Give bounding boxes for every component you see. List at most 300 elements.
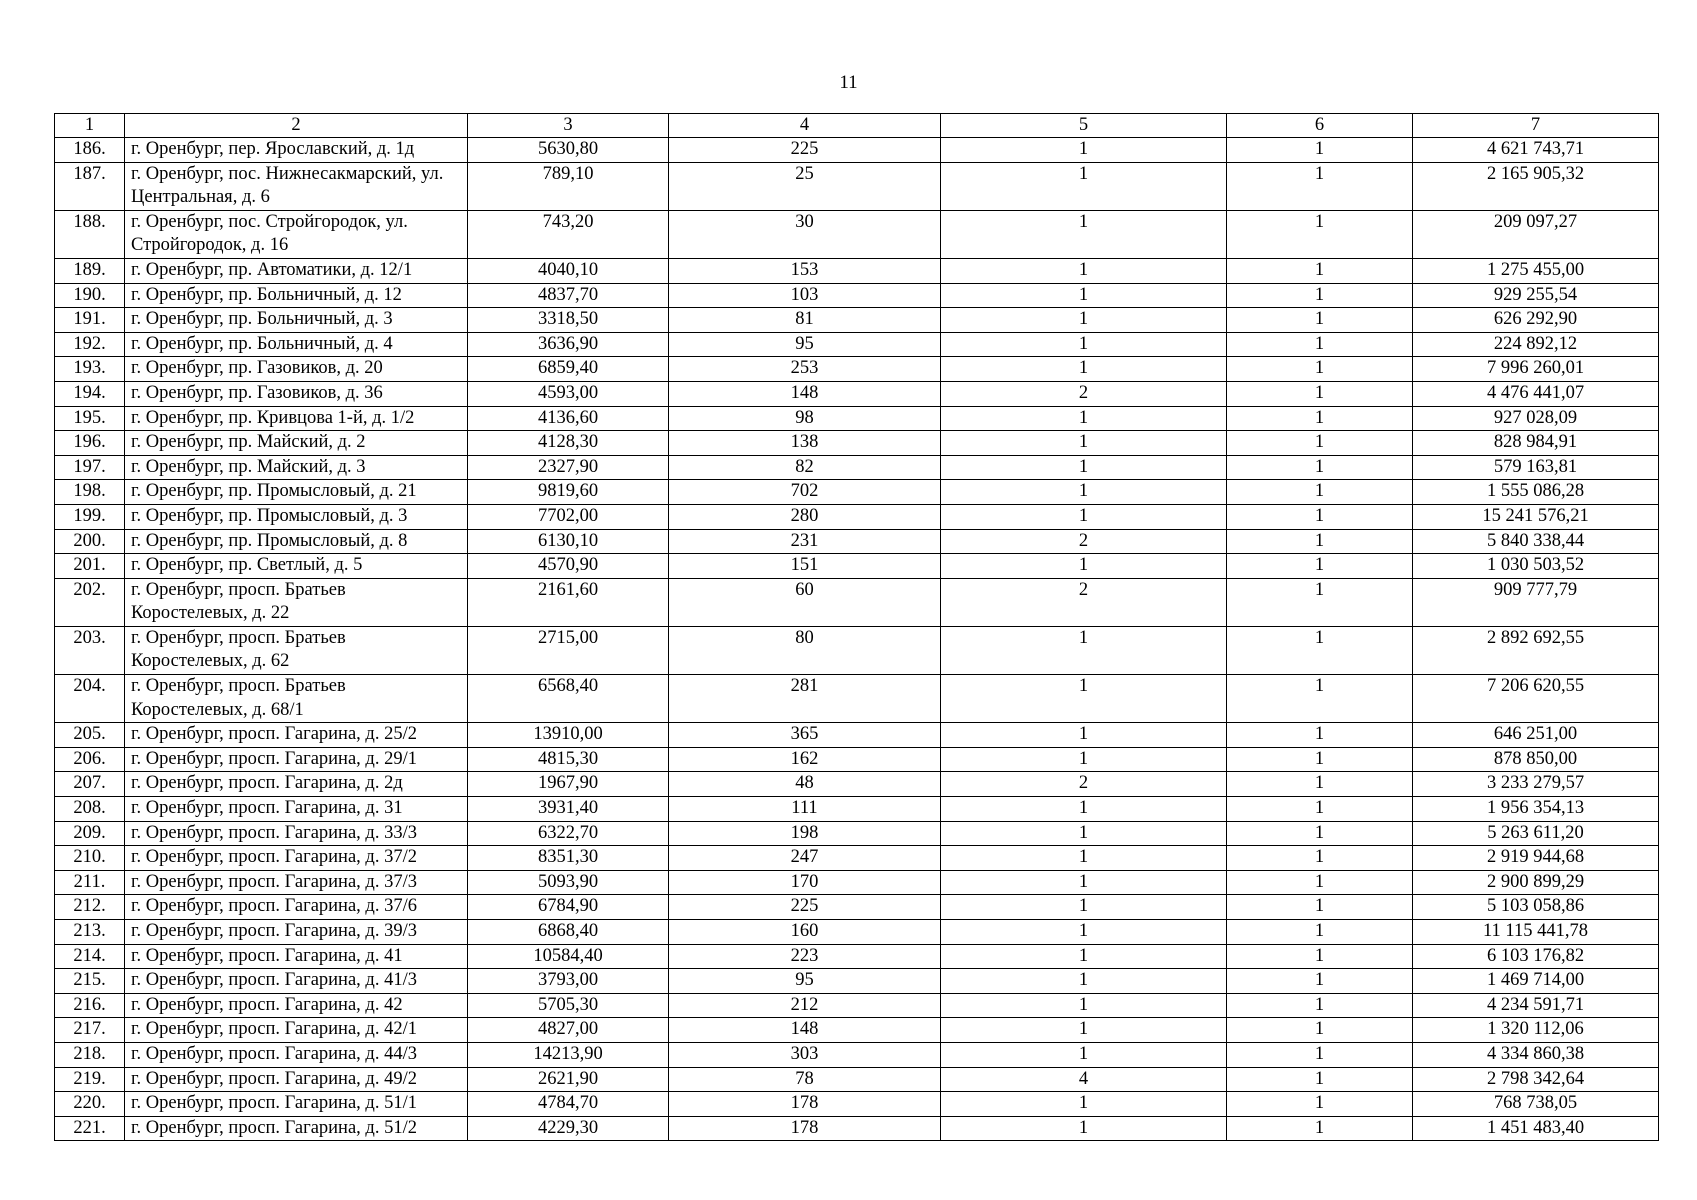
table-row <box>55 480 1659 505</box>
table-row <box>55 772 1659 797</box>
column-4-cell: 365 <box>669 723 941 748</box>
page-number: 11 <box>839 72 858 93</box>
column-5-cell: 1 <box>941 675 1227 723</box>
address-cell: г. Оренбург, пр. Кривцова 1-й, д. 1/2 <box>125 406 468 431</box>
address-cell: г. Оренбург, пр. Больничный, д. 12 <box>125 283 468 308</box>
row-number-cell: 204. <box>55 675 125 723</box>
address-cell: г. Оренбург, пр. Газовиков, д. 36 <box>125 381 468 406</box>
column-4-cell: 138 <box>669 431 941 456</box>
area-cell: 6859,40 <box>468 357 669 382</box>
column-4-cell: 151 <box>669 554 941 579</box>
amount-cell: 7 996 260,01 <box>1413 357 1659 382</box>
table-row <box>55 381 1659 406</box>
column-6-cell: 1 <box>1227 920 1413 945</box>
column-4-cell: 225 <box>669 138 941 163</box>
address-cell: г. Оренбург, просп. Гагарина, д. 41/3 <box>125 969 468 994</box>
address-cell: г. Оренбург, просп. Братьев Коростелевых, д. 62 <box>125 626 468 674</box>
address-cell: г. Оренбург, просп. Гагарина, д. 51/2 <box>125 1116 468 1141</box>
address-cell: г. Оренбург, пр. Майский, д. 2 <box>125 431 468 456</box>
row-number-cell: 213. <box>55 920 125 945</box>
amount-cell: 5 840 338,44 <box>1413 529 1659 554</box>
area-cell: 6322,70 <box>468 821 669 846</box>
column-5-cell: 2 <box>941 381 1227 406</box>
amount-cell: 5 263 611,20 <box>1413 821 1659 846</box>
column-5-cell: 1 <box>941 283 1227 308</box>
area-cell: 7702,00 <box>468 504 669 529</box>
column-6-cell: 1 <box>1227 332 1413 357</box>
row-number-cell: 210. <box>55 846 125 871</box>
column-header-6: 6 <box>1227 114 1413 138</box>
area-cell: 13910,00 <box>468 723 669 748</box>
column-4-cell: 170 <box>669 870 941 895</box>
amount-cell: 929 255,54 <box>1413 283 1659 308</box>
table-row <box>55 870 1659 895</box>
area-cell: 743,20 <box>468 210 669 258</box>
column-4-cell: 303 <box>669 1042 941 1067</box>
area-cell: 5705,30 <box>468 993 669 1018</box>
address-cell: г. Оренбург, просп. Гагарина, д. 42 <box>125 993 468 1018</box>
column-4-cell: 225 <box>669 895 941 920</box>
column-6-cell: 1 <box>1227 258 1413 283</box>
column-5-cell: 1 <box>941 210 1227 258</box>
column-4-cell: 98 <box>669 406 941 431</box>
area-cell: 6784,90 <box>468 895 669 920</box>
table-row <box>55 578 1659 626</box>
table-header <box>55 114 1659 138</box>
amount-cell: 1 275 455,00 <box>1413 258 1659 283</box>
area-cell: 3636,90 <box>468 332 669 357</box>
column-5-cell: 1 <box>941 480 1227 505</box>
column-5-cell: 1 <box>941 1018 1227 1043</box>
row-number-cell: 191. <box>55 308 125 333</box>
row-number-cell: 218. <box>55 1042 125 1067</box>
column-5-cell: 1 <box>941 455 1227 480</box>
area-cell: 14213,90 <box>468 1042 669 1067</box>
amount-cell: 2 892 692,55 <box>1413 626 1659 674</box>
area-cell: 2327,90 <box>468 455 669 480</box>
address-cell: г. Оренбург, просп. Гагарина, д. 33/3 <box>125 821 468 846</box>
row-number-cell: 186. <box>55 138 125 163</box>
column-4-cell: 82 <box>669 455 941 480</box>
row-number-cell: 219. <box>55 1067 125 1092</box>
row-number-cell: 196. <box>55 431 125 456</box>
header-row <box>55 114 1659 138</box>
amount-cell: 878 850,00 <box>1413 747 1659 772</box>
area-cell: 6868,40 <box>468 920 669 945</box>
table-row <box>55 846 1659 871</box>
column-header-1: 1 <box>55 114 125 138</box>
column-5-cell: 1 <box>941 1042 1227 1067</box>
amount-cell: 2 798 342,64 <box>1413 1067 1659 1092</box>
amount-cell: 4 334 860,38 <box>1413 1042 1659 1067</box>
area-cell: 5093,90 <box>468 870 669 895</box>
column-5-cell: 1 <box>941 821 1227 846</box>
column-6-cell: 1 <box>1227 283 1413 308</box>
amount-cell: 4 476 441,07 <box>1413 381 1659 406</box>
area-cell: 3931,40 <box>468 797 669 822</box>
table-row <box>55 747 1659 772</box>
area-cell: 4229,30 <box>468 1116 669 1141</box>
row-number-cell: 193. <box>55 357 125 382</box>
column-4-cell: 160 <box>669 920 941 945</box>
column-header-5: 5 <box>941 114 1227 138</box>
column-4-cell: 153 <box>669 258 941 283</box>
table-row <box>55 920 1659 945</box>
amount-cell: 1 469 714,00 <box>1413 969 1659 994</box>
address-cell: г. Оренбург, просп. Гагарина, д. 37/6 <box>125 895 468 920</box>
row-number-cell: 212. <box>55 895 125 920</box>
address-cell: г. Оренбург, пр. Промысловый, д. 3 <box>125 504 468 529</box>
amount-cell: 4 621 743,71 <box>1413 138 1659 163</box>
row-number-cell: 220. <box>55 1092 125 1117</box>
row-number-cell: 216. <box>55 993 125 1018</box>
amount-cell: 2 919 944,68 <box>1413 846 1659 871</box>
column-6-cell: 1 <box>1227 504 1413 529</box>
area-cell: 4040,10 <box>468 258 669 283</box>
column-4-cell: 162 <box>669 747 941 772</box>
column-4-cell: 148 <box>669 381 941 406</box>
register-table <box>54 113 1659 1141</box>
column-5-cell: 1 <box>941 431 1227 456</box>
row-number-cell: 199. <box>55 504 125 529</box>
column-6-cell: 1 <box>1227 529 1413 554</box>
column-4-cell: 148 <box>669 1018 941 1043</box>
table-row <box>55 504 1659 529</box>
table-row <box>55 675 1659 723</box>
table-row <box>55 797 1659 822</box>
table-row <box>55 1116 1659 1141</box>
column-5-cell: 1 <box>941 258 1227 283</box>
row-number-cell: 221. <box>55 1116 125 1141</box>
row-number-cell: 200. <box>55 529 125 554</box>
address-cell: г. Оренбург, просп. Гагарина, д. 25/2 <box>125 723 468 748</box>
column-4-cell: 60 <box>669 578 941 626</box>
table-row <box>55 431 1659 456</box>
table-row <box>55 626 1659 674</box>
column-4-cell: 95 <box>669 332 941 357</box>
address-cell: г. Оренбург, просп. Братьев Коростелевых, д. 68/1 <box>125 675 468 723</box>
row-number-cell: 214. <box>55 944 125 969</box>
column-6-cell: 1 <box>1227 308 1413 333</box>
column-5-cell: 1 <box>941 308 1227 333</box>
column-5-cell: 2 <box>941 772 1227 797</box>
column-4-cell: 81 <box>669 308 941 333</box>
address-cell: г. Оренбург, пос. Стройгородок, ул. Стройгородок, д. 16 <box>125 210 468 258</box>
address-cell: г. Оренбург, просп. Гагарина, д. 37/3 <box>125 870 468 895</box>
table-row <box>55 210 1659 258</box>
area-cell: 789,10 <box>468 162 669 210</box>
column-6-cell: 1 <box>1227 772 1413 797</box>
column-6-cell: 1 <box>1227 455 1413 480</box>
column-header-3: 3 <box>468 114 669 138</box>
column-4-cell: 111 <box>669 797 941 822</box>
row-number-cell: 202. <box>55 578 125 626</box>
column-4-cell: 223 <box>669 944 941 969</box>
column-4-cell: 178 <box>669 1116 941 1141</box>
column-6-cell: 1 <box>1227 1042 1413 1067</box>
amount-cell: 5 103 058,86 <box>1413 895 1659 920</box>
table-row <box>55 969 1659 994</box>
area-cell: 9819,60 <box>468 480 669 505</box>
column-6-cell: 1 <box>1227 1067 1413 1092</box>
column-6-cell: 1 <box>1227 944 1413 969</box>
column-5-cell: 1 <box>941 554 1227 579</box>
amount-cell: 927 028,09 <box>1413 406 1659 431</box>
column-4-cell: 78 <box>669 1067 941 1092</box>
address-cell: г. Оренбург, просп. Гагарина, д. 31 <box>125 797 468 822</box>
column-5-cell: 2 <box>941 529 1227 554</box>
row-number-cell: 207. <box>55 772 125 797</box>
column-6-cell: 1 <box>1227 357 1413 382</box>
row-number-cell: 187. <box>55 162 125 210</box>
area-cell: 10584,40 <box>468 944 669 969</box>
column-6-cell: 1 <box>1227 1018 1413 1043</box>
column-6-cell: 1 <box>1227 969 1413 994</box>
area-cell: 4815,30 <box>468 747 669 772</box>
row-number-cell: 195. <box>55 406 125 431</box>
address-cell: г. Оренбург, просп. Гагарина, д. 49/2 <box>125 1067 468 1092</box>
row-number-cell: 190. <box>55 283 125 308</box>
address-cell: г. Оренбург, пер. Ярославский, д. 1д <box>125 138 468 163</box>
row-number-cell: 203. <box>55 626 125 674</box>
table-row <box>55 283 1659 308</box>
amount-cell: 6 103 176,82 <box>1413 944 1659 969</box>
area-cell: 4784,70 <box>468 1092 669 1117</box>
column-6-cell: 1 <box>1227 993 1413 1018</box>
column-6-cell: 1 <box>1227 895 1413 920</box>
row-number-cell: 201. <box>55 554 125 579</box>
address-cell: г. Оренбург, пр. Светлый, д. 5 <box>125 554 468 579</box>
address-cell: г. Оренбург, просп. Гагарина, д. 44/3 <box>125 1042 468 1067</box>
table-row <box>55 1018 1659 1043</box>
table-row <box>55 332 1659 357</box>
row-number-cell: 215. <box>55 969 125 994</box>
column-5-cell: 1 <box>941 1116 1227 1141</box>
row-number-cell: 192. <box>55 332 125 357</box>
column-6-cell: 1 <box>1227 431 1413 456</box>
column-6-cell: 1 <box>1227 1092 1413 1117</box>
table-row <box>55 357 1659 382</box>
amount-cell: 626 292,90 <box>1413 308 1659 333</box>
amount-cell: 11 115 441,78 <box>1413 920 1659 945</box>
column-5-cell: 1 <box>941 138 1227 163</box>
column-5-cell: 1 <box>941 797 1227 822</box>
column-5-cell: 1 <box>941 723 1227 748</box>
column-6-cell: 1 <box>1227 162 1413 210</box>
area-cell: 4136,60 <box>468 406 669 431</box>
row-number-cell: 198. <box>55 480 125 505</box>
column-6-cell: 1 <box>1227 210 1413 258</box>
row-number-cell: 189. <box>55 258 125 283</box>
column-5-cell: 1 <box>941 969 1227 994</box>
column-6-cell: 1 <box>1227 626 1413 674</box>
area-cell: 6130,10 <box>468 529 669 554</box>
column-6-cell: 1 <box>1227 1116 1413 1141</box>
column-4-cell: 212 <box>669 993 941 1018</box>
column-5-cell: 1 <box>941 332 1227 357</box>
column-5-cell: 1 <box>941 944 1227 969</box>
area-cell: 4570,90 <box>468 554 669 579</box>
table-row <box>55 529 1659 554</box>
table-row <box>55 308 1659 333</box>
row-number-cell: 206. <box>55 747 125 772</box>
amount-cell: 2 165 905,32 <box>1413 162 1659 210</box>
area-cell: 4128,30 <box>468 431 669 456</box>
column-4-cell: 281 <box>669 675 941 723</box>
area-cell: 4593,00 <box>468 381 669 406</box>
area-cell: 2161,60 <box>468 578 669 626</box>
area-cell: 1967,90 <box>468 772 669 797</box>
table-row <box>55 406 1659 431</box>
column-6-cell: 1 <box>1227 578 1413 626</box>
column-5-cell: 1 <box>941 846 1227 871</box>
area-cell: 6568,40 <box>468 675 669 723</box>
table-row <box>55 1042 1659 1067</box>
column-6-cell: 1 <box>1227 554 1413 579</box>
area-cell: 2715,00 <box>468 626 669 674</box>
column-4-cell: 247 <box>669 846 941 871</box>
column-6-cell: 1 <box>1227 381 1413 406</box>
address-cell: г. Оренбург, просп. Гагарина, д. 42/1 <box>125 1018 468 1043</box>
column-4-cell: 103 <box>669 283 941 308</box>
column-5-cell: 1 <box>941 626 1227 674</box>
row-number-cell: 208. <box>55 797 125 822</box>
area-cell: 3318,50 <box>468 308 669 333</box>
amount-cell: 1 956 354,13 <box>1413 797 1659 822</box>
column-6-cell: 1 <box>1227 406 1413 431</box>
table-row <box>55 895 1659 920</box>
amount-cell: 2 900 899,29 <box>1413 870 1659 895</box>
amount-cell: 1 030 503,52 <box>1413 554 1659 579</box>
row-number-cell: 205. <box>55 723 125 748</box>
address-cell: г. Оренбург, пр. Автоматики, д. 12/1 <box>125 258 468 283</box>
column-4-cell: 95 <box>669 969 941 994</box>
amount-cell: 3 233 279,57 <box>1413 772 1659 797</box>
amount-cell: 646 251,00 <box>1413 723 1659 748</box>
address-cell: г. Оренбург, просп. Гагарина, д. 51/1 <box>125 1092 468 1117</box>
column-4-cell: 253 <box>669 357 941 382</box>
column-5-cell: 1 <box>941 870 1227 895</box>
area-cell: 8351,30 <box>468 846 669 871</box>
column-header-4: 4 <box>669 114 941 138</box>
address-cell: г. Оренбург, пр. Майский, д. 3 <box>125 455 468 480</box>
column-5-cell: 1 <box>941 993 1227 1018</box>
column-6-cell: 1 <box>1227 870 1413 895</box>
table-row <box>55 993 1659 1018</box>
area-cell: 4827,00 <box>468 1018 669 1043</box>
address-cell: г. Оренбург, просп. Гагарина, д. 29/1 <box>125 747 468 772</box>
row-number-cell: 217. <box>55 1018 125 1043</box>
column-4-cell: 231 <box>669 529 941 554</box>
column-4-cell: 30 <box>669 210 941 258</box>
address-cell: г. Оренбург, пр. Газовиков, д. 20 <box>125 357 468 382</box>
column-5-cell: 2 <box>941 578 1227 626</box>
table-body <box>55 138 1659 1141</box>
address-cell: г. Оренбург, пр. Больничный, д. 3 <box>125 308 468 333</box>
amount-cell: 909 777,79 <box>1413 578 1659 626</box>
column-6-cell: 1 <box>1227 723 1413 748</box>
row-number-cell: 209. <box>55 821 125 846</box>
address-cell: г. Оренбург, просп. Гагарина, д. 39/3 <box>125 920 468 945</box>
table-row <box>55 944 1659 969</box>
column-5-cell: 1 <box>941 920 1227 945</box>
address-cell: г. Оренбург, просп. Гагарина, д. 37/2 <box>125 846 468 871</box>
amount-cell: 1 555 086,28 <box>1413 480 1659 505</box>
row-number-cell: 197. <box>55 455 125 480</box>
address-cell: г. Оренбург, пос. Нижнесакмарский, ул. Центральная, д. 6 <box>125 162 468 210</box>
column-6-cell: 1 <box>1227 675 1413 723</box>
amount-cell: 768 738,05 <box>1413 1092 1659 1117</box>
column-header-2: 2 <box>125 114 468 138</box>
amount-cell: 224 892,12 <box>1413 332 1659 357</box>
table-row <box>55 258 1659 283</box>
column-5-cell: 1 <box>941 895 1227 920</box>
amount-cell: 1 320 112,06 <box>1413 1018 1659 1043</box>
column-header-7: 7 <box>1413 114 1659 138</box>
row-number-cell: 188. <box>55 210 125 258</box>
column-4-cell: 80 <box>669 626 941 674</box>
row-number-cell: 211. <box>55 870 125 895</box>
column-6-cell: 1 <box>1227 138 1413 163</box>
area-cell: 4837,70 <box>468 283 669 308</box>
amount-cell: 7 206 620,55 <box>1413 675 1659 723</box>
address-cell: г. Оренбург, пр. Промысловый, д. 8 <box>125 529 468 554</box>
column-5-cell: 1 <box>941 1092 1227 1117</box>
area-cell: 3793,00 <box>468 969 669 994</box>
column-4-cell: 48 <box>669 772 941 797</box>
column-5-cell: 1 <box>941 162 1227 210</box>
amount-cell: 15 241 576,21 <box>1413 504 1659 529</box>
table-row <box>55 723 1659 748</box>
row-number-cell: 194. <box>55 381 125 406</box>
address-cell: г. Оренбург, пр. Больничный, д. 4 <box>125 332 468 357</box>
column-5-cell: 4 <box>941 1067 1227 1092</box>
amount-cell: 209 097,27 <box>1413 210 1659 258</box>
column-4-cell: 25 <box>669 162 941 210</box>
column-6-cell: 1 <box>1227 797 1413 822</box>
area-cell: 5630,80 <box>468 138 669 163</box>
address-cell: г. Оренбург, просп. Гагарина, д. 41 <box>125 944 468 969</box>
area-cell: 2621,90 <box>468 1067 669 1092</box>
column-5-cell: 1 <box>941 747 1227 772</box>
column-4-cell: 280 <box>669 504 941 529</box>
amount-cell: 828 984,91 <box>1413 431 1659 456</box>
column-5-cell: 1 <box>941 357 1227 382</box>
table-row <box>55 162 1659 210</box>
table-row <box>55 455 1659 480</box>
table-row <box>55 138 1659 163</box>
column-6-cell: 1 <box>1227 821 1413 846</box>
column-5-cell: 1 <box>941 406 1227 431</box>
table-row <box>55 821 1659 846</box>
column-4-cell: 702 <box>669 480 941 505</box>
amount-cell: 1 451 483,40 <box>1413 1116 1659 1141</box>
column-6-cell: 1 <box>1227 747 1413 772</box>
column-4-cell: 198 <box>669 821 941 846</box>
address-cell: г. Оренбург, пр. Промысловый, д. 21 <box>125 480 468 505</box>
column-6-cell: 1 <box>1227 480 1413 505</box>
amount-cell: 579 163,81 <box>1413 455 1659 480</box>
table-row <box>55 1067 1659 1092</box>
column-5-cell: 1 <box>941 504 1227 529</box>
table-row <box>55 1092 1659 1117</box>
amount-cell: 4 234 591,71 <box>1413 993 1659 1018</box>
table-row <box>55 554 1659 579</box>
column-6-cell: 1 <box>1227 846 1413 871</box>
column-4-cell: 178 <box>669 1092 941 1117</box>
address-cell: г. Оренбург, просп. Братьев Коростелевых, д. 22 <box>125 578 468 626</box>
address-cell: г. Оренбург, просп. Гагарина, д. 2д <box>125 772 468 797</box>
